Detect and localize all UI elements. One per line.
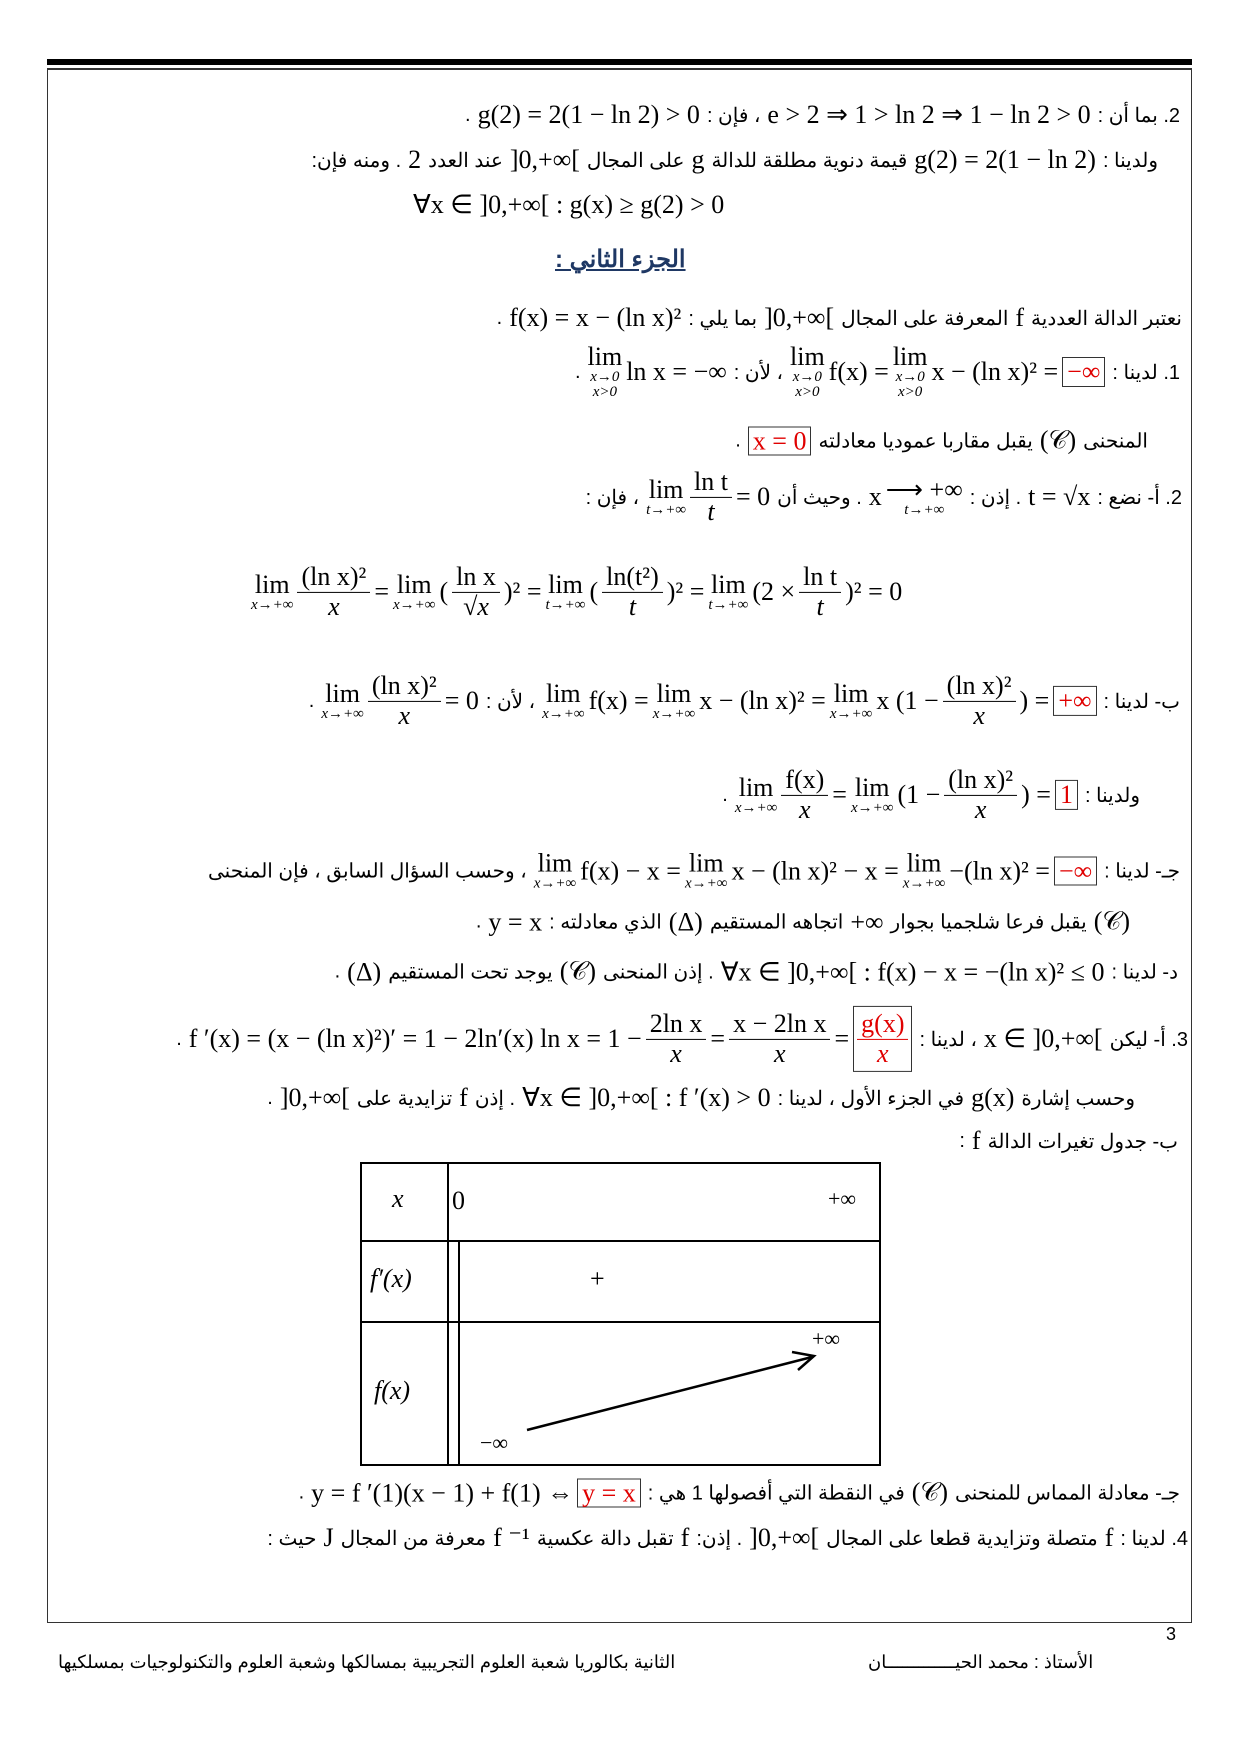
limit-condition: t→+∞ [904, 501, 945, 518]
math-text: f(x) = [828, 357, 889, 386]
limit-symbol: lim [688, 848, 724, 878]
header-rule [47, 59, 1192, 65]
arabic-text: ، فإن : [585, 486, 640, 509]
math-text: (Δ) [347, 957, 382, 986]
math-text: )² = [666, 577, 705, 606]
arabic-text: . إذن [474, 1087, 516, 1110]
numerator: (ln x)² [944, 766, 1017, 796]
math-expression [790, 344, 1105, 400]
arabic-text: . [298, 1481, 305, 1504]
limit-operator [321, 678, 364, 722]
limit-symbol: lim [906, 848, 942, 878]
math-text: (𝒞) [559, 956, 597, 986]
solution-line [335, 957, 1178, 988]
math-expression [1094, 907, 1130, 938]
math-expression [681, 1523, 690, 1553]
footer-class: الثانية بكالوريا شعبة العلوم التجريبية بمسالكها وشعبة العلوم والتكنولوجيات بمسلكيها [58, 1652, 676, 1672]
math-text: )² = 0 [845, 577, 903, 606]
math-text: f [1104, 1523, 1114, 1552]
math-text: f [680, 1523, 690, 1552]
limit-condition: x→+∞ [734, 799, 778, 816]
limit-symbol: lim [892, 342, 928, 371]
limit-operator [652, 678, 696, 722]
arabic-text: ، فإن : [706, 104, 761, 127]
math-text: f ′(x) = (x − (ln x)²)′ = 1 − 2ln′(x) ln x = 1 − [188, 1024, 642, 1053]
limit-condition: t→+∞ [545, 596, 586, 613]
math-text: (2 × [752, 577, 796, 606]
boxed-result: x = 0 [748, 426, 812, 455]
arabic-text: . إذن المنحنى [603, 961, 714, 984]
denominator: x [328, 591, 340, 621]
math-text: t = √x [1028, 482, 1091, 511]
math-text: ) = [1021, 780, 1051, 809]
math-text: −(ln x)² = [949, 856, 1050, 885]
math-expression [868, 474, 963, 518]
limit-operator [393, 569, 436, 613]
arabic-text: . [475, 910, 482, 933]
math-text: f(x) = x − (ln x)² [509, 303, 682, 332]
f-start: −∞ [480, 1430, 509, 1455]
denominator: x [974, 794, 987, 824]
arabic-text: الذي معادلته : [549, 911, 662, 934]
math-text: x − (ln x)² = [699, 686, 826, 715]
limit-condition: x→+∞ [393, 596, 436, 613]
boxed-result: +∞ [1053, 686, 1096, 715]
limit-condition: x→0 [792, 369, 822, 385]
solution-line [465, 100, 1180, 130]
math-text: = 0 [736, 482, 771, 511]
arabic-text: 2. بما أن : [1097, 104, 1180, 127]
limit-symbol: lim [545, 678, 581, 708]
math-expression [691, 145, 704, 175]
denominator: t [628, 591, 637, 621]
fraction [729, 1010, 830, 1068]
arabic-text: في النقطة التي أفصولها 1 هي : [647, 1482, 905, 1505]
limit-operator [734, 772, 778, 816]
denominator: √x [463, 591, 489, 621]
math-expression [669, 907, 703, 937]
limit-symbol: lim [396, 569, 432, 599]
limit-condition: x>0 [592, 384, 617, 400]
arabic-text: . إذن : [969, 486, 1022, 509]
arabic-text: 4. لدينا : [1120, 1527, 1188, 1550]
x-start: 0 [452, 1186, 465, 1215]
arabic-text: ب- لدينا : [1103, 690, 1180, 713]
derivative-sign: + [590, 1264, 605, 1293]
math-text: (𝒞) [1039, 425, 1077, 455]
math-expression [459, 1083, 468, 1113]
solution-line [735, 426, 1148, 457]
arabic-text: وحسب إشارة [1021, 1087, 1135, 1110]
arabic-text: . [334, 960, 341, 983]
limit-operator [542, 678, 585, 722]
boxed-result: 1 [1055, 780, 1078, 809]
arabic-text: . [176, 1027, 182, 1050]
solution-line [413, 190, 724, 220]
arabic-text: ، لأن : [733, 361, 783, 384]
arabic-text: . وحيث أن [777, 486, 862, 509]
solution-line [575, 344, 1180, 400]
arabic-text: ولدينا : [1084, 784, 1140, 807]
numerator: ln t [799, 563, 841, 593]
math-text: ]0,+∞[ [279, 1083, 350, 1112]
limit-symbol: lim [254, 569, 290, 599]
math-text: ]0,+∞[ [749, 1523, 820, 1552]
math-expression [251, 563, 902, 621]
arabic-text: جـ- معادلة المماس للمنحنى [955, 1482, 1180, 1505]
limit-condition: x→+∞ [542, 705, 585, 722]
math-expression [324, 1523, 334, 1553]
denominator: x [799, 794, 811, 824]
limit-symbol: lim [537, 848, 573, 878]
fraction [297, 563, 370, 621]
page-number: 3 [1166, 1624, 1177, 1644]
boxed-fraction [853, 1006, 912, 1072]
arabic-text: المعرفة على المجال [841, 307, 1009, 330]
denominator: x [670, 1038, 682, 1068]
math-text: ∀x ∈ ]0,+∞[ : f(x) − x = −(ln x)² ≤ 0 [720, 957, 1105, 986]
math-text: g(2) = 2(1 − ln 2) [914, 145, 1096, 174]
numerator: g(x) [857, 1010, 908, 1040]
boxed-result: y = x [577, 1478, 641, 1507]
math-expression [764, 303, 834, 333]
limit-symbol: lim [656, 678, 692, 708]
math-expression [488, 907, 542, 937]
math-text: ln x = −∞ [626, 357, 727, 386]
limit-operator [893, 344, 928, 400]
math-expression [767, 100, 1090, 130]
math-text: x [868, 482, 882, 511]
math-expression [321, 672, 479, 730]
limit-operator [545, 569, 586, 613]
math-text: f(x) = [588, 686, 649, 715]
arabic-text: . [496, 306, 503, 329]
arabic-text: بما يلي : [688, 307, 758, 330]
numerator: x − 2ln x [729, 1010, 830, 1040]
denominator: x [774, 1038, 786, 1068]
math-text: = [374, 577, 389, 606]
fraction [602, 563, 663, 621]
arabic-text: . إذن: [696, 1527, 743, 1550]
limit-operator [251, 569, 294, 613]
math-text: x ∈ ]0,+∞[ [983, 1024, 1103, 1053]
limit-symbol: lim [587, 342, 623, 371]
arabic-text: في الجزء الأول ، لدينا : [777, 1087, 965, 1110]
math-text: 2 [408, 145, 422, 174]
arabic-text: ب- جدول تغيرات الدالة [987, 1130, 1178, 1153]
math-expression [347, 957, 381, 987]
fraction [799, 563, 841, 621]
limit-operator [646, 474, 687, 518]
arabic-text: ، لدينا : [919, 1028, 977, 1051]
arabic-text: ، لأن : [485, 690, 536, 713]
arabic-text: . ومنه فإن: [311, 149, 402, 172]
limit-symbol: lim [548, 569, 583, 599]
fraction [646, 1010, 707, 1068]
solution-line [722, 766, 1140, 824]
math-text: = 0 [444, 686, 479, 715]
math-text: x − (ln x)² − x = [731, 856, 899, 885]
limit-condition: x→+∞ [652, 705, 696, 722]
arabic-text: حيث : [267, 1527, 317, 1550]
math-expression [311, 1478, 641, 1508]
arabic-text: معرفة من المجال [340, 1527, 487, 1550]
math-text: )² = [503, 577, 542, 606]
math-expression [646, 468, 770, 526]
solution-line [309, 672, 1180, 730]
arabic-text: متصلة وتزايدية قطعا على المجال [826, 1527, 1098, 1550]
limit-operator [790, 344, 825, 400]
arabic-text: عند العدد [428, 149, 503, 172]
limit-symbol: lim [833, 678, 869, 708]
fraction [943, 672, 1016, 730]
row-label-x: x [392, 1184, 404, 1213]
f-end: +∞ [812, 1326, 841, 1351]
limit-operator [902, 848, 946, 892]
solution-line [267, 1523, 1188, 1553]
math-text: +∞ [850, 907, 884, 936]
math-expression [971, 1083, 1014, 1113]
math-expression [972, 1126, 981, 1156]
arabic-text: . [722, 783, 728, 806]
limit-condition: x>0 [795, 384, 820, 400]
arabic-text: ، وحسب السؤال السابق ، فإن المنحنى [207, 860, 527, 883]
numerator: (ln x)² [368, 672, 441, 702]
math-text: ]0,+∞[ [764, 303, 835, 332]
math-text: g(x) [971, 1083, 1015, 1112]
arabic-text: 3. أ- ليكن [1109, 1028, 1188, 1051]
limit-symbol: lim [648, 474, 684, 504]
solution-line [497, 303, 1182, 333]
arabic-text: . [308, 689, 315, 712]
math-text: (𝒞) [911, 1477, 949, 1507]
fraction [452, 563, 500, 621]
math-text: = [832, 780, 847, 809]
math-expression [912, 1478, 948, 1509]
limit-symbol: lim [325, 678, 360, 708]
math-expression [413, 190, 724, 220]
arabic-text: . [735, 429, 741, 452]
limit-condition: x→+∞ [850, 799, 894, 816]
solution-line [251, 563, 902, 621]
row-label-fprime: f′(x) [370, 1264, 412, 1293]
variation-table [360, 1162, 881, 1466]
solution-line [586, 468, 1182, 526]
math-expression [1015, 303, 1024, 333]
limit-condition: x→0 [895, 369, 925, 385]
math-expression [189, 1006, 913, 1072]
math-text: y = x [488, 907, 543, 936]
math-expression [749, 1523, 819, 1553]
math-expression [1105, 1523, 1114, 1553]
math-text: ) = [1019, 686, 1050, 715]
limit-symbol: ⟶ +∞ [885, 474, 963, 504]
limit-condition: t→+∞ [708, 596, 749, 613]
footer-author: الأستاذ : محمد الحيـــــــــــــان [868, 1652, 1094, 1672]
arabic-text: جـ- لدينا : [1104, 860, 1180, 883]
limit-condition: x→+∞ [251, 596, 294, 613]
limit-condition: x→+∞ [321, 705, 364, 722]
limit-condition: t→+∞ [646, 501, 687, 518]
arabic-text: 2. أ- نضع : [1097, 486, 1182, 509]
numerator: ln t [690, 468, 732, 498]
arabic-text: اتجاهه المستقيم [709, 911, 844, 934]
limit-symbol: lim [790, 342, 825, 371]
math-text: (Δ) [668, 907, 703, 936]
solution-line [207, 848, 1180, 892]
math-expression [408, 145, 421, 175]
solution-line [959, 1126, 1178, 1156]
math-text: ( [589, 577, 599, 606]
math-text: = [834, 1024, 850, 1053]
math-text: y = f ′(1)(x − 1) + f(1) ⇔ [311, 1478, 574, 1507]
limit-condition: x→+∞ [829, 705, 873, 722]
limit-symbol: lim [711, 569, 746, 599]
arabic-text: 1. لدينا : [1112, 361, 1180, 384]
numerator: f(x) [781, 766, 828, 796]
arabic-text: . [267, 1086, 273, 1109]
math-text: x − (ln x)² = [931, 357, 1059, 386]
limit-operator [829, 678, 873, 722]
numerator: (ln x)² [943, 672, 1016, 702]
row-label-f: f(x) [374, 1376, 411, 1405]
math-expression [1040, 426, 1076, 457]
math-text: f(x) − x = [580, 856, 681, 885]
boxed-result: −∞ [1062, 357, 1105, 386]
math-text: f [971, 1126, 981, 1155]
arabic-text: تزايدية على [356, 1087, 453, 1110]
math-text: ]0,+∞[ [509, 145, 580, 174]
limit-symbol: lim [854, 772, 890, 802]
math-expression [748, 426, 812, 455]
math-expression [721, 957, 1105, 987]
math-expression [735, 766, 1078, 824]
x-end: +∞ [828, 1186, 857, 1211]
solution-line [176, 1006, 1188, 1072]
numerator: 2ln x [646, 1010, 707, 1040]
arabic-text: ولدينا : [1102, 149, 1158, 172]
math-expression [850, 907, 883, 937]
fraction [944, 766, 1017, 824]
increasing-arrow-icon [362, 1164, 883, 1468]
math-expression [560, 957, 596, 988]
solution-line [311, 145, 1158, 175]
math-text: f [459, 1083, 468, 1112]
limit-operator [533, 848, 577, 892]
arabic-text: قيمة دنوية مطلقة للدالة [711, 149, 908, 172]
math-expression [1028, 482, 1090, 512]
arabic-text: يقبل مقاربا عموديا معادلته [818, 430, 1033, 453]
math-text: ∀x ∈ ]0,+∞[ : g(x) ≥ g(2) > 0 [413, 190, 725, 219]
math-expression [510, 145, 580, 175]
limit-operator [588, 344, 623, 400]
numerator: ln(t²) [602, 563, 663, 593]
numerator: ln x [452, 563, 500, 593]
math-expression [984, 1024, 1103, 1054]
arabic-text: يوجد تحت المستقيم [388, 961, 553, 984]
math-text: x (1 − [876, 686, 939, 715]
limit-condition: x→+∞ [533, 875, 577, 892]
math-expression [533, 848, 1097, 892]
arabic-text: . [574, 360, 581, 383]
fraction [690, 468, 732, 526]
arabic-text: المنحنى [1083, 430, 1148, 453]
math-text: g [691, 145, 705, 174]
arabic-text: على المجال [586, 149, 685, 172]
math-text: f ⁻¹ [493, 1523, 530, 1552]
limit-symbol: lim [738, 772, 774, 802]
fraction [368, 672, 441, 730]
denominator: t [816, 591, 824, 621]
numerator: (ln x)² [297, 563, 370, 593]
math-text: e > 2 ⇒ 1 > ln 2 ⇒ 1 − ln 2 > 0 [767, 100, 1091, 129]
solution-line [476, 907, 1130, 938]
limit-operator [885, 474, 963, 518]
math-expression [588, 344, 727, 400]
math-expression [280, 1083, 350, 1113]
denominator: x [973, 700, 985, 730]
arabic-text: . [465, 103, 471, 126]
math-expression [493, 1523, 530, 1553]
limit-condition: x→0 [590, 369, 620, 385]
denominator: x [398, 700, 411, 730]
math-text: ∀x ∈ ]0,+∞[ : f ′(x) > 0 [522, 1083, 771, 1112]
arabic-text: تقبل دالة عكسية [536, 1527, 674, 1550]
fraction [781, 766, 828, 824]
section-heading: الجزء الثاني : [555, 246, 686, 273]
limit-operator [684, 848, 728, 892]
limit-operator [850, 772, 894, 816]
denominator: t [707, 496, 715, 526]
solution-line [267, 1083, 1135, 1113]
math-text: (1 − [897, 780, 941, 809]
math-text: (𝒞) [1093, 906, 1130, 936]
math-expression [542, 672, 1096, 730]
limit-condition: x→+∞ [902, 875, 946, 892]
limit-condition: x→+∞ [684, 875, 728, 892]
limit-condition: x>0 [898, 384, 923, 400]
math-expression [478, 100, 700, 130]
solution-line [299, 1478, 1180, 1509]
math-text: ( [439, 577, 449, 606]
math-expression [522, 1083, 771, 1113]
limit-operator [708, 569, 749, 613]
math-text: f [1015, 303, 1025, 332]
math-text: g(2) = 2(1 − ln 2) > 0 [477, 100, 700, 129]
math-text: = [710, 1024, 726, 1053]
arabic-text: يقبل فرعا شلجميا بجوار [890, 911, 1087, 934]
arabic-text: : [959, 1129, 965, 1152]
arabic-text: د- لدينا : [1111, 961, 1178, 984]
boxed-result: −∞ [1054, 856, 1097, 885]
math-expression [914, 145, 1096, 175]
denominator: x [877, 1038, 889, 1068]
math-text: J [323, 1523, 334, 1552]
math-expression [509, 303, 681, 333]
arabic-text: نعتبر الدالة العددية [1031, 307, 1182, 330]
